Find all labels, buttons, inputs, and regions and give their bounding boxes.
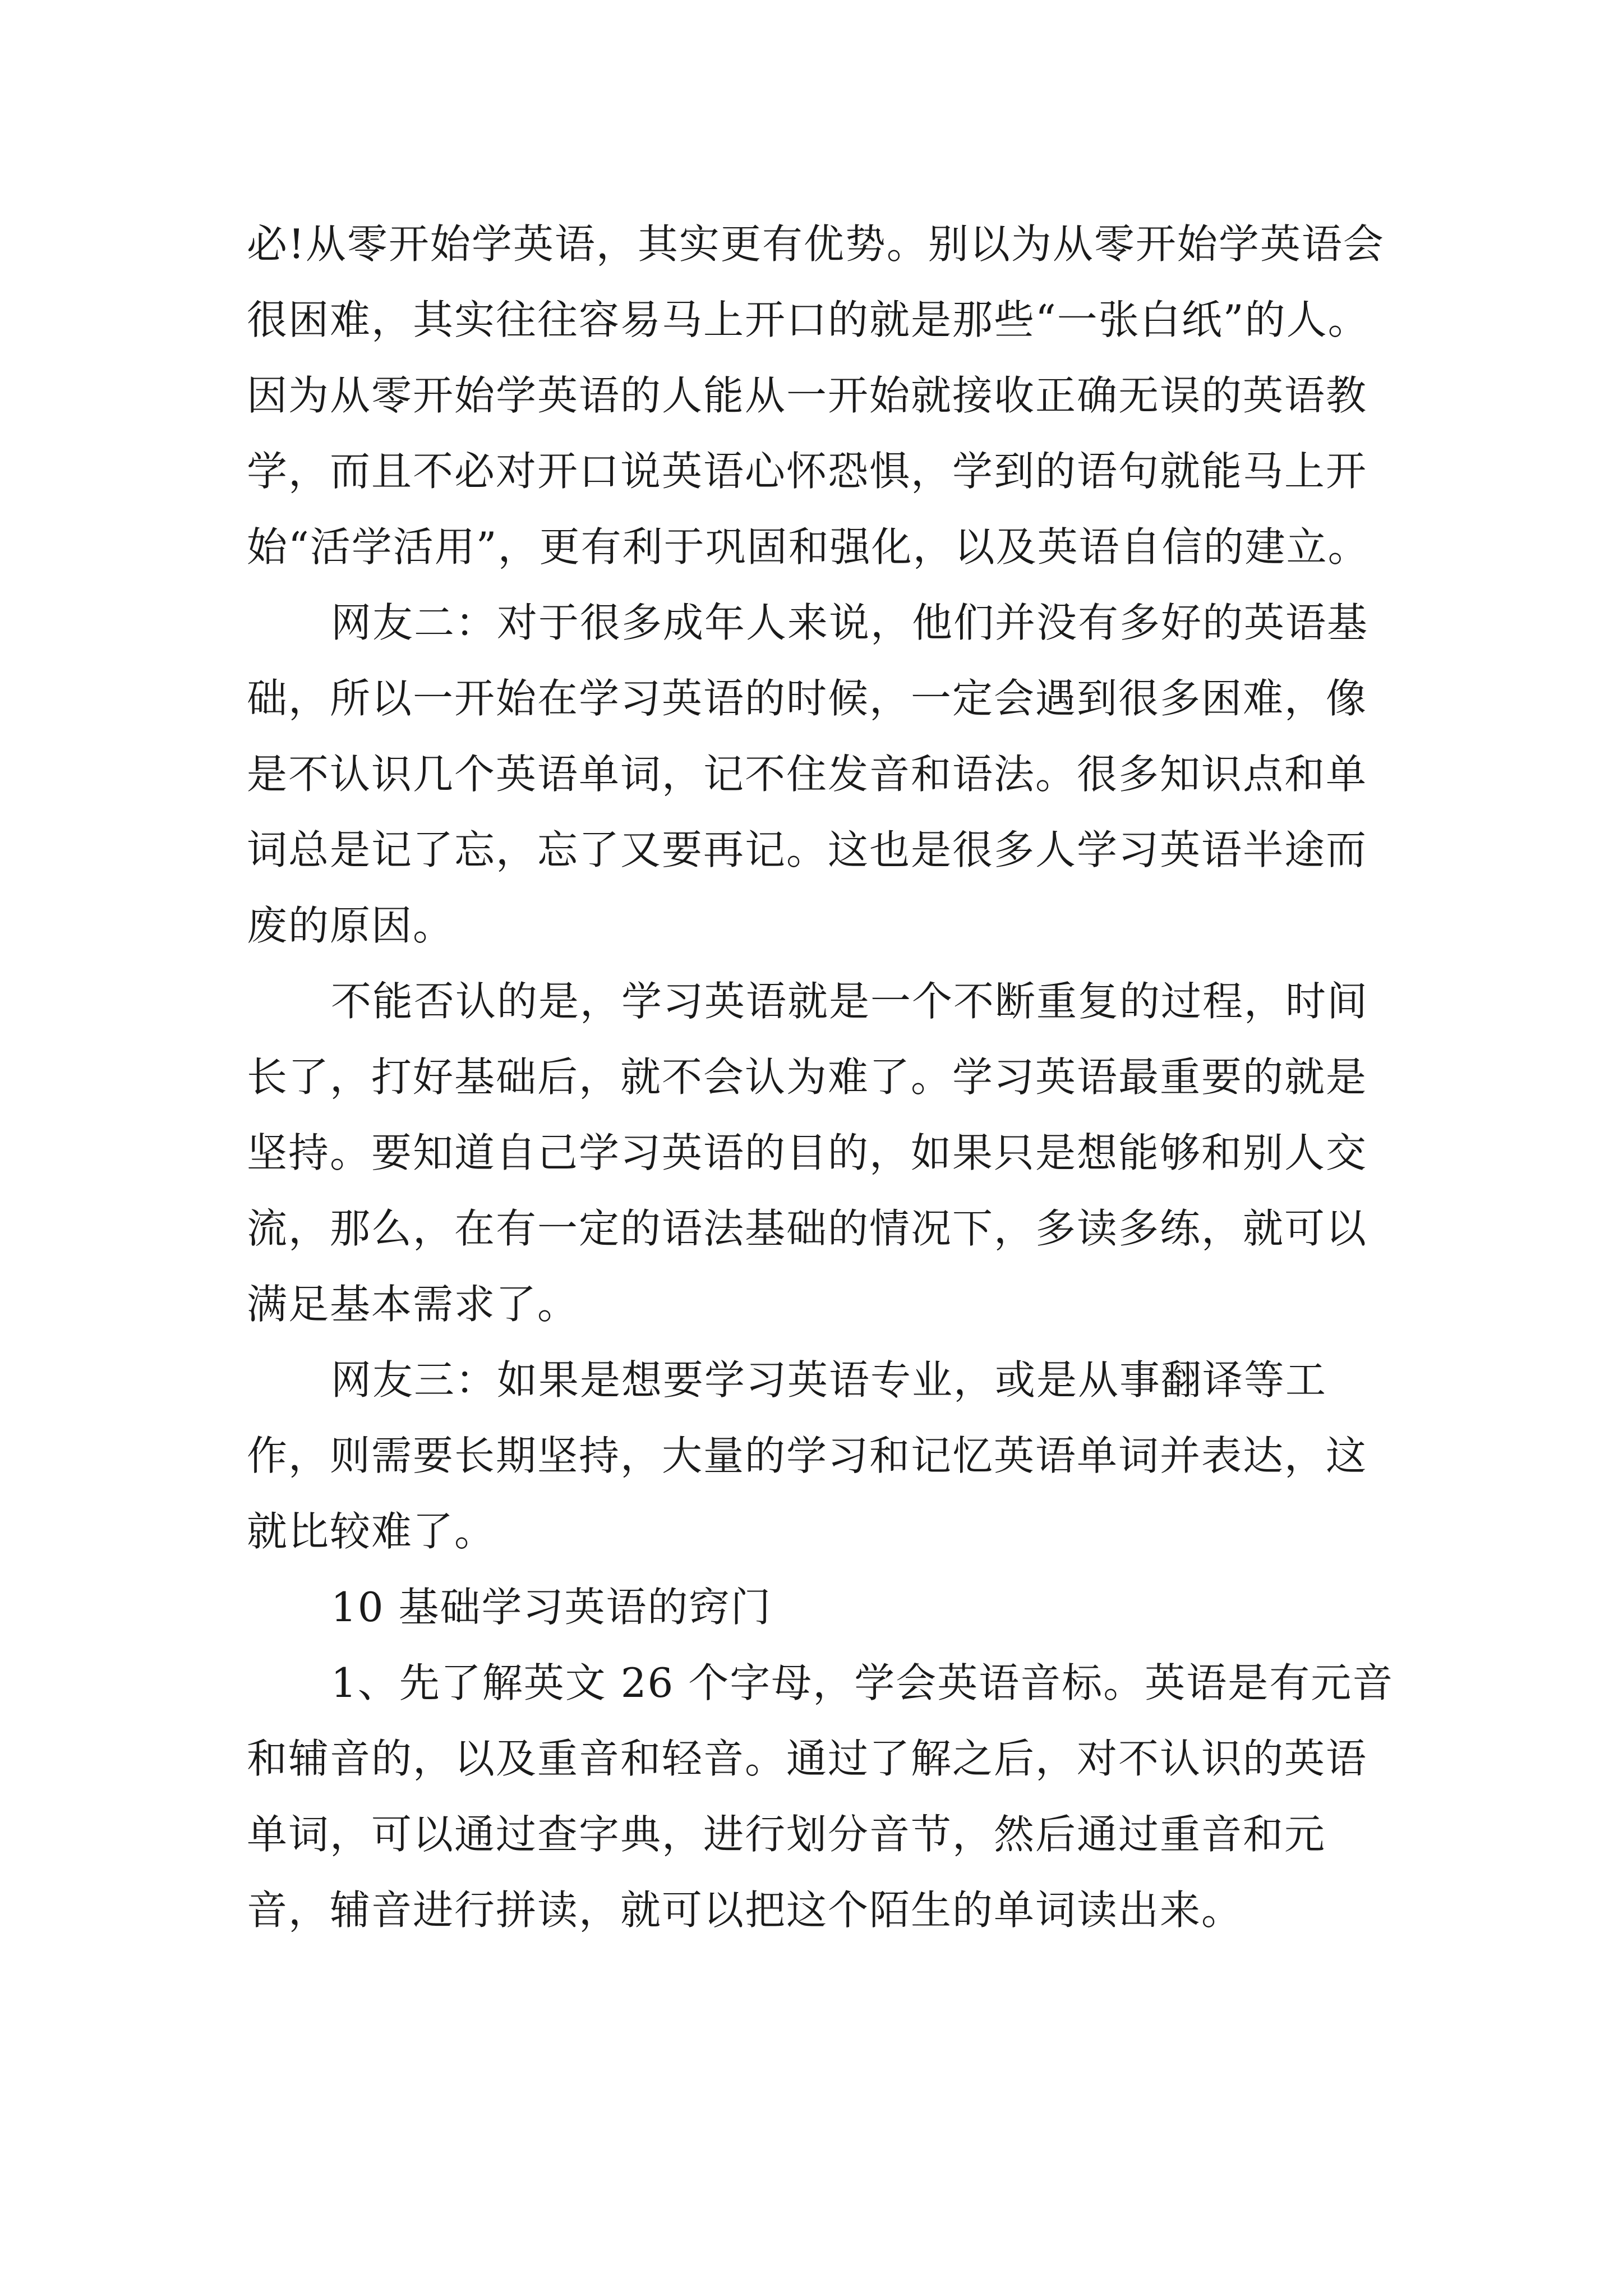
document-body — [247, 206, 1396, 1948]
paragraph-1: 必!从零开始学英语，其实更有优势。别以为从零开始学英语会很困难，其实往往容易马上开口的就是那些“一张白纸”的人。因为从零开始学英语的人能从一开始就接收正确无误的英语教学，而且不必对开口说英语心怀恐惧，学到的语句就能马上开始“活学活用”，更有利于巩固和强化，以及英语自信的建立。 — [247, 220, 1385, 570]
paragraph-5: 1、先了解英文 26 个字母，学会英语音标。英语是有元音和辅音的，以及重音和轻音。通过了解之后，对不认识的英语单词，可以通过查字典，进行划分音节，然后通过重音和元音，辅音进行拼读，就可以把这个陌生的单词读出来。 — [247, 1659, 1394, 1934]
section-heading: 10 基础学习英语的窍门 — [331, 1584, 772, 1631]
paragraph-3: 不能否认的是，学习英语就是一个不断重复的过程，时间长了，打好基础后，就不会认为难了。学习英语最重要的就是坚持。要知道自己学习英语的目的，如果只是想能够和别人交流，那么，在有一定的语法基础的情况下，多读多练，就可以满足基本需求了。 — [247, 978, 1369, 1328]
paragraph-4: 网友三：如果是想要学习英语专业，或是从事翻译等工作，则需要长期坚持，大量的学习和记忆英语单词并表达，这就比较难了。 — [247, 1356, 1368, 1555]
paragraph-2: 网友二：对于很多成年人来说，他们并没有多好的英语基础，所以一开始在学习英语的时候，一定会遇到很多困难，像是不认识几个英语单词，记不住发音和语法。很多知识点和单词总是记了忘，忘了又要再记。这也是很多人学习英语半途而废的原因。 — [247, 599, 1369, 949]
